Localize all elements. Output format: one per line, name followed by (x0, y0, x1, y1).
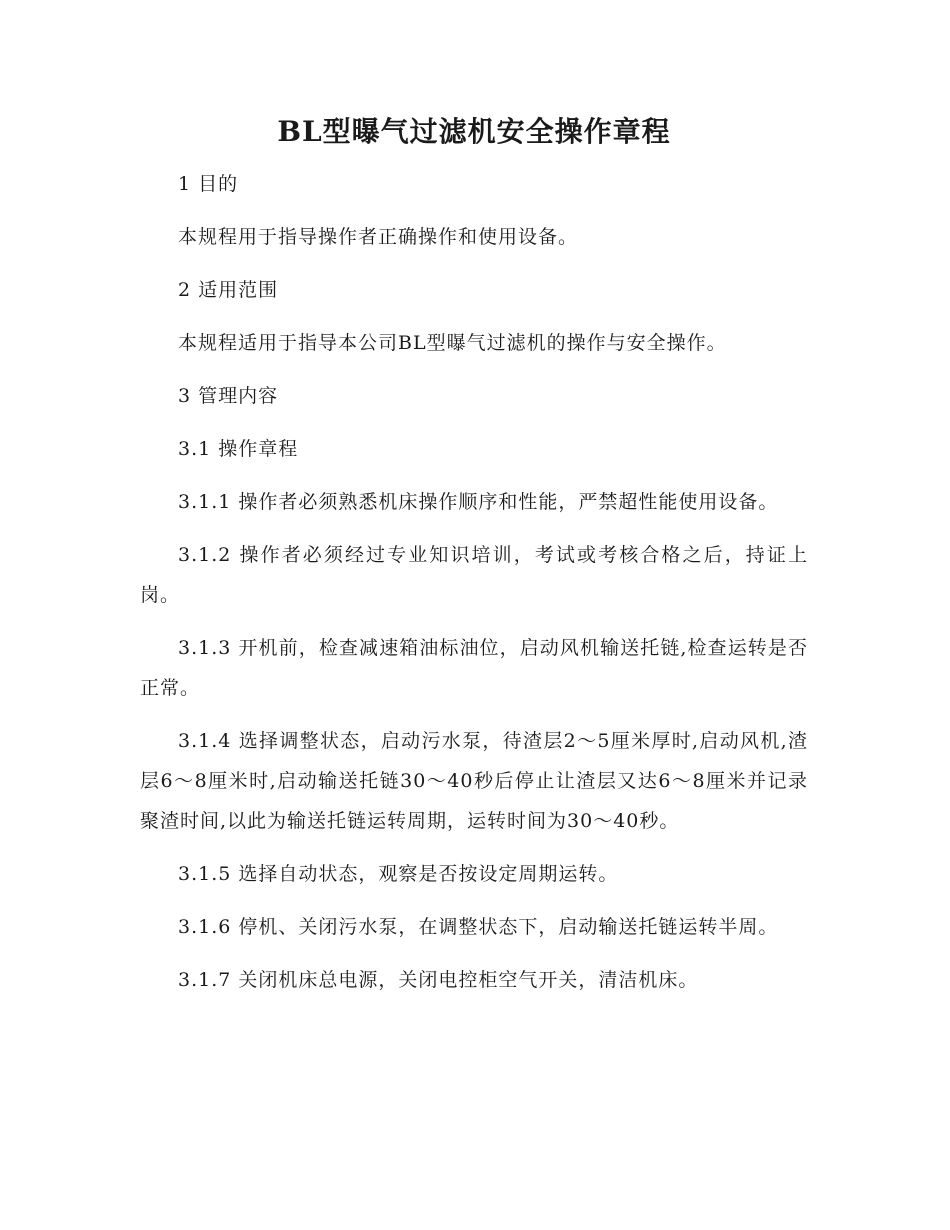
document-page (140, 112, 808, 1000)
section-heading-purpose: 1 目的 (178, 173, 239, 195)
document-title: BL型曝气过滤机安全操作章程 (277, 115, 671, 148)
section-heading-scope: 2 适用范围 (178, 279, 279, 301)
clause-3-1-6: 3.1.6 停机、关闭污水泵，在调整状态下，启动输送托链运转半周。 (178, 916, 779, 938)
paragraph-scope: 本规程适用于指导本公司BL型曝气过滤机的操作与安全操作。 (178, 332, 727, 354)
clause-3-1-2: 3.1.2 操作者必须经过专业知识培训，考试或考核合格之后，持证上岗。 (140, 544, 808, 606)
clause-3-1-7: 3.1.7 关闭机床总电源，关闭电控柜空气开关，清洁机床。 (178, 969, 699, 991)
clause-3-1-5: 3.1.5 选择自动状态，观察是否按设定周期运转。 (178, 863, 619, 885)
clause-3-1-3: 3.1.3 开机前，检查减速箱油标油位，启动风机输送托链,检查运转是否正常。 (140, 637, 808, 699)
subsection-heading-operation: 3.1 操作章程 (178, 438, 299, 460)
section-heading-content: 3 管理内容 (178, 385, 279, 407)
clause-3-1-1: 3.1.1 操作者必须熟悉机床操作顺序和性能，严禁超性能使用设备。 (178, 491, 779, 513)
paragraph-purpose: 本规程用于指导操作者正确操作和使用设备。 (178, 226, 579, 248)
clause-3-1-4: 3.1.4 选择调整状态，启动污水泵，待渣层2～5厘米厚时,启动风机,渣层6～8厘米时,启动输送托链30～40秒后停止让渣层又达6～8厘米并记录聚渣时间,以此为输送托链运转周期，运转时间为30～40秒。 (140, 730, 808, 832)
